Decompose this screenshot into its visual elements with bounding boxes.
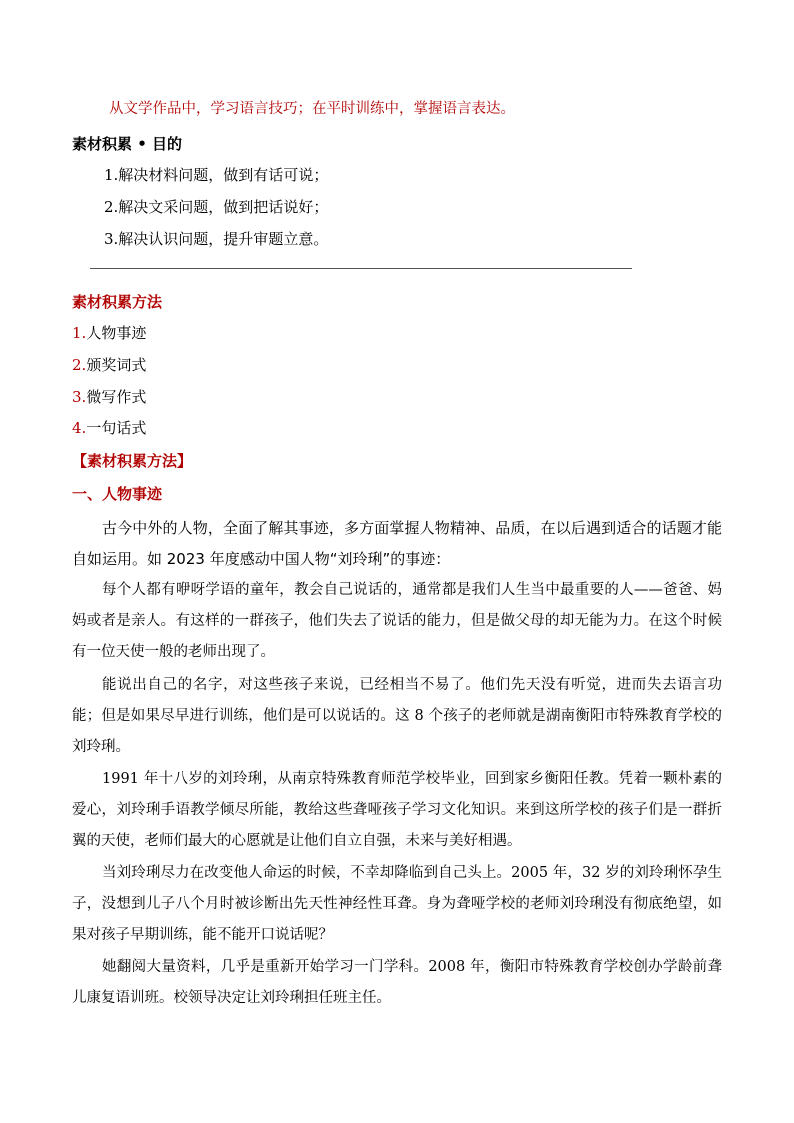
purpose-item: 1.解决材料问题，做到有话可说； <box>104 166 329 184</box>
method-item <box>72 418 146 438</box>
method-text: 微写作式 <box>86 388 147 406</box>
method-number: 4. <box>72 419 87 437</box>
bracket-heading: 【素材积累方法】 <box>72 452 193 470</box>
paragraph: 能说出自己的名字，对这些孩子来说，已经相当不易了。他们先天没有听觉，进而失去语言功能；但是如果尽早进行训练，他们是可以说话的。这 8 个孩子的老师就是湖南衡阳市特殊教育学校的刘玲琍。 <box>72 677 722 755</box>
methods-heading: 素材积累方法 <box>72 293 163 311</box>
method-item <box>72 323 146 343</box>
paragraph-intro: 古今中外的人物，全面了解其事迹，多方面掌握人物精神、品质，在以后遇到适合的话题才能自如运用。如 2023 年度感动中国人物“刘玲琍”的事迹： <box>72 519 722 568</box>
method-text: 一句话式 <box>86 419 147 437</box>
method-text: 颁奖词式 <box>86 356 147 374</box>
section-heading: 一、人物事迹 <box>72 485 163 503</box>
paragraph: 1991 年十八岁的刘玲琍，从南京特殊教育师范学校毕业，回到家乡衡阳任教。凭着一颗朴素的爱心，刘玲琍手语教学倾尽所能，教给这些聋哑孩子学习文化知识。来到这所学校的孩子们是一群折翼的天使，老师们最大的心愿就是让他们自立自强，未来与美好相遇。 <box>72 771 722 849</box>
intro-line: 从文学作品中，学习语言技巧；在平时训练中，掌握语言表达。 <box>109 101 515 117</box>
method-text: 人物事迹 <box>86 324 147 342</box>
purpose-heading: 素材积累 • 目的 <box>72 135 183 153</box>
paragraph: 当刘玲琍尽力在改变他人命运的时候，不幸却降临到自己头上。2005 年，32 岁的刘玲琍怀孕生子，没想到儿子八个月时被诊断出先天性神经性耳聋。身为聋哑学校的老师刘玲琍没有彻底绝望，如果对孩子早期训练，能不能开口说话呢？ <box>72 865 722 943</box>
purpose-item: 2.解决文采问题，做到把话说好； <box>104 198 329 216</box>
paragraph: 她翻阅大量资料，几乎是重新开始学习一门学科。2008 年，衡阳市特殊教育学校创办学龄前聋儿康复语训班。校领导决定让刘玲琍担任班主任。 <box>72 959 722 1006</box>
method-item <box>72 355 146 375</box>
method-item <box>72 387 146 407</box>
purpose-item: 3.解决认识问题，提升审题立意。 <box>104 230 329 248</box>
paragraph: 每个人都有咿呀学语的童年，教会自己说话的，通常都是我们人生当中最重要的人——爸爸、妈妈或者是亲人。有这样的一群孩子，他们失去了说话的能力，但是做父母的却无能为力。在这个时候有一位天使一般的老师出现了。 <box>72 582 722 660</box>
method-number: 3. <box>72 388 87 406</box>
separator-line <box>90 268 632 269</box>
method-number: 2. <box>72 356 87 374</box>
method-number: 1. <box>72 324 87 342</box>
